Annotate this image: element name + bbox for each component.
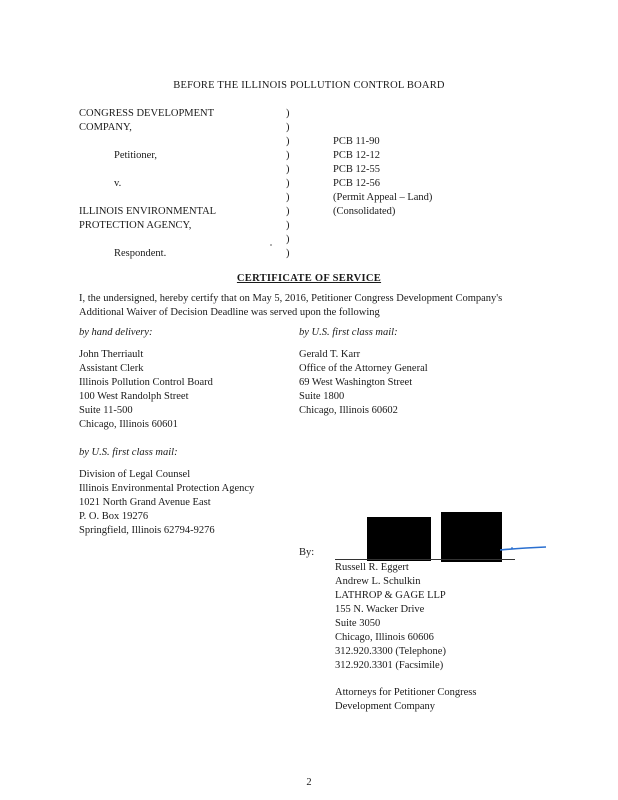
address-line: Chicago, Illinois 60601 xyxy=(79,419,178,430)
paren: ) xyxy=(286,234,290,245)
address-line: Suite 1800 xyxy=(299,391,345,402)
service-hand-delivery xyxy=(79,326,213,432)
address-line: Springfield, Illinois 62794-9276 xyxy=(79,525,215,536)
respondent-name-line1: ILLINOIS ENVIRONMENTAL xyxy=(79,206,217,217)
spacer xyxy=(79,233,216,247)
paren: ) xyxy=(286,248,290,259)
address-line: Illinois Environmental Protection Agency xyxy=(79,483,255,494)
case-number: PCB 12-56 xyxy=(333,178,380,189)
petitioner-role: Petitioner, xyxy=(114,150,158,161)
redaction-block xyxy=(441,512,502,562)
respondent-role: Respondent. xyxy=(114,248,167,259)
address-line: P. O. Box 19276 xyxy=(79,511,149,522)
signer-line: LATHROP & GAGE LLP xyxy=(335,590,446,601)
paren: ) xyxy=(286,136,290,147)
address-line: Gerald T. Karr xyxy=(299,349,361,360)
attorneys-for-line2: Development Company xyxy=(335,701,436,712)
address-line: Office of the Attorney General xyxy=(299,363,428,374)
address-line: Suite 11-500 xyxy=(79,405,133,416)
signer-line: 312.920.3301 (Facsimile) xyxy=(335,660,444,671)
signer-line: Russell R. Eggert xyxy=(335,562,409,573)
signer-line: Suite 3050 xyxy=(335,618,381,629)
address-line: 100 West Randolph Street xyxy=(79,391,189,402)
caption-parentheses xyxy=(286,107,290,261)
signature-stroke xyxy=(500,545,548,553)
address-line: Chicago, Illinois 60602 xyxy=(299,405,398,416)
address-line: 69 West Washington Street xyxy=(299,377,413,388)
paren: ) xyxy=(286,150,290,161)
certificate-title: CERTIFICATE OF SERVICE xyxy=(236,273,382,284)
attorneys-for-line1: Attorneys for Petitioner Congress xyxy=(335,687,477,698)
service-mail-ag xyxy=(299,326,428,418)
case-type: (Permit Appeal – Land) xyxy=(333,192,433,203)
petitioner-name-line2: COMPANY, xyxy=(79,122,132,133)
signer-line: 312.920.3300 (Telephone) xyxy=(335,646,446,657)
paren: ) xyxy=(286,178,290,189)
case-number: PCB 11-90 xyxy=(333,136,380,147)
certificate-body: I, the undersigned, hereby certify that on May 5, 2016, Petitioner Congress Development Company's Additional Waiver of Decision Deadline was served upon the following xyxy=(79,293,503,318)
paren: ) xyxy=(286,206,290,217)
address-line: 1021 North Grand Avenue East xyxy=(79,497,211,508)
consolidated-note: (Consolidated) xyxy=(333,206,396,217)
petitioner-name-line1: CONGRESS DEVELOPMENT xyxy=(79,108,215,119)
paren: ) xyxy=(286,192,290,203)
spacer xyxy=(79,191,216,205)
case-number: PCB 12-12 xyxy=(333,150,380,161)
address-line: Division of Legal Counsel xyxy=(79,469,191,480)
address-line: Assistant Clerk xyxy=(79,363,144,374)
paren: ) xyxy=(286,108,290,119)
attorneys-for xyxy=(335,686,476,714)
spacer xyxy=(79,163,216,177)
signature-line xyxy=(335,559,515,560)
service-method: by hand delivery: xyxy=(79,327,153,338)
page-number: 2 xyxy=(306,777,312,788)
redaction-block xyxy=(367,517,431,561)
address-line: John Therriault xyxy=(79,349,144,360)
signature-block xyxy=(335,561,446,673)
service-mail-iepa xyxy=(79,446,254,538)
case-numbers-block xyxy=(333,135,432,219)
paren: ) xyxy=(286,122,290,133)
service-method: by U.S. first class mail: xyxy=(79,447,178,458)
spacer xyxy=(79,135,216,149)
address-line: Illinois Pollution Control Board xyxy=(79,377,213,388)
signer-line: Andrew L. Schulkin xyxy=(335,576,421,587)
by-label: By: xyxy=(299,547,315,558)
paren: ) xyxy=(286,164,290,175)
scan-speck xyxy=(270,244,272,246)
respondent-name-line2: PROTECTION AGENCY, xyxy=(79,220,192,231)
signer-line: 155 N. Wacker Drive xyxy=(335,604,425,615)
service-method: by U.S. first class mail: xyxy=(299,327,398,338)
case-caption-parties xyxy=(79,107,216,261)
signer-line: Chicago, Illinois 60606 xyxy=(335,632,434,643)
paren: ) xyxy=(286,220,290,231)
versus: v. xyxy=(114,178,122,189)
case-number: PCB 12-55 xyxy=(333,164,380,175)
document-heading: BEFORE THE ILLINOIS POLLUTION CONTROL BOARD xyxy=(173,80,445,91)
